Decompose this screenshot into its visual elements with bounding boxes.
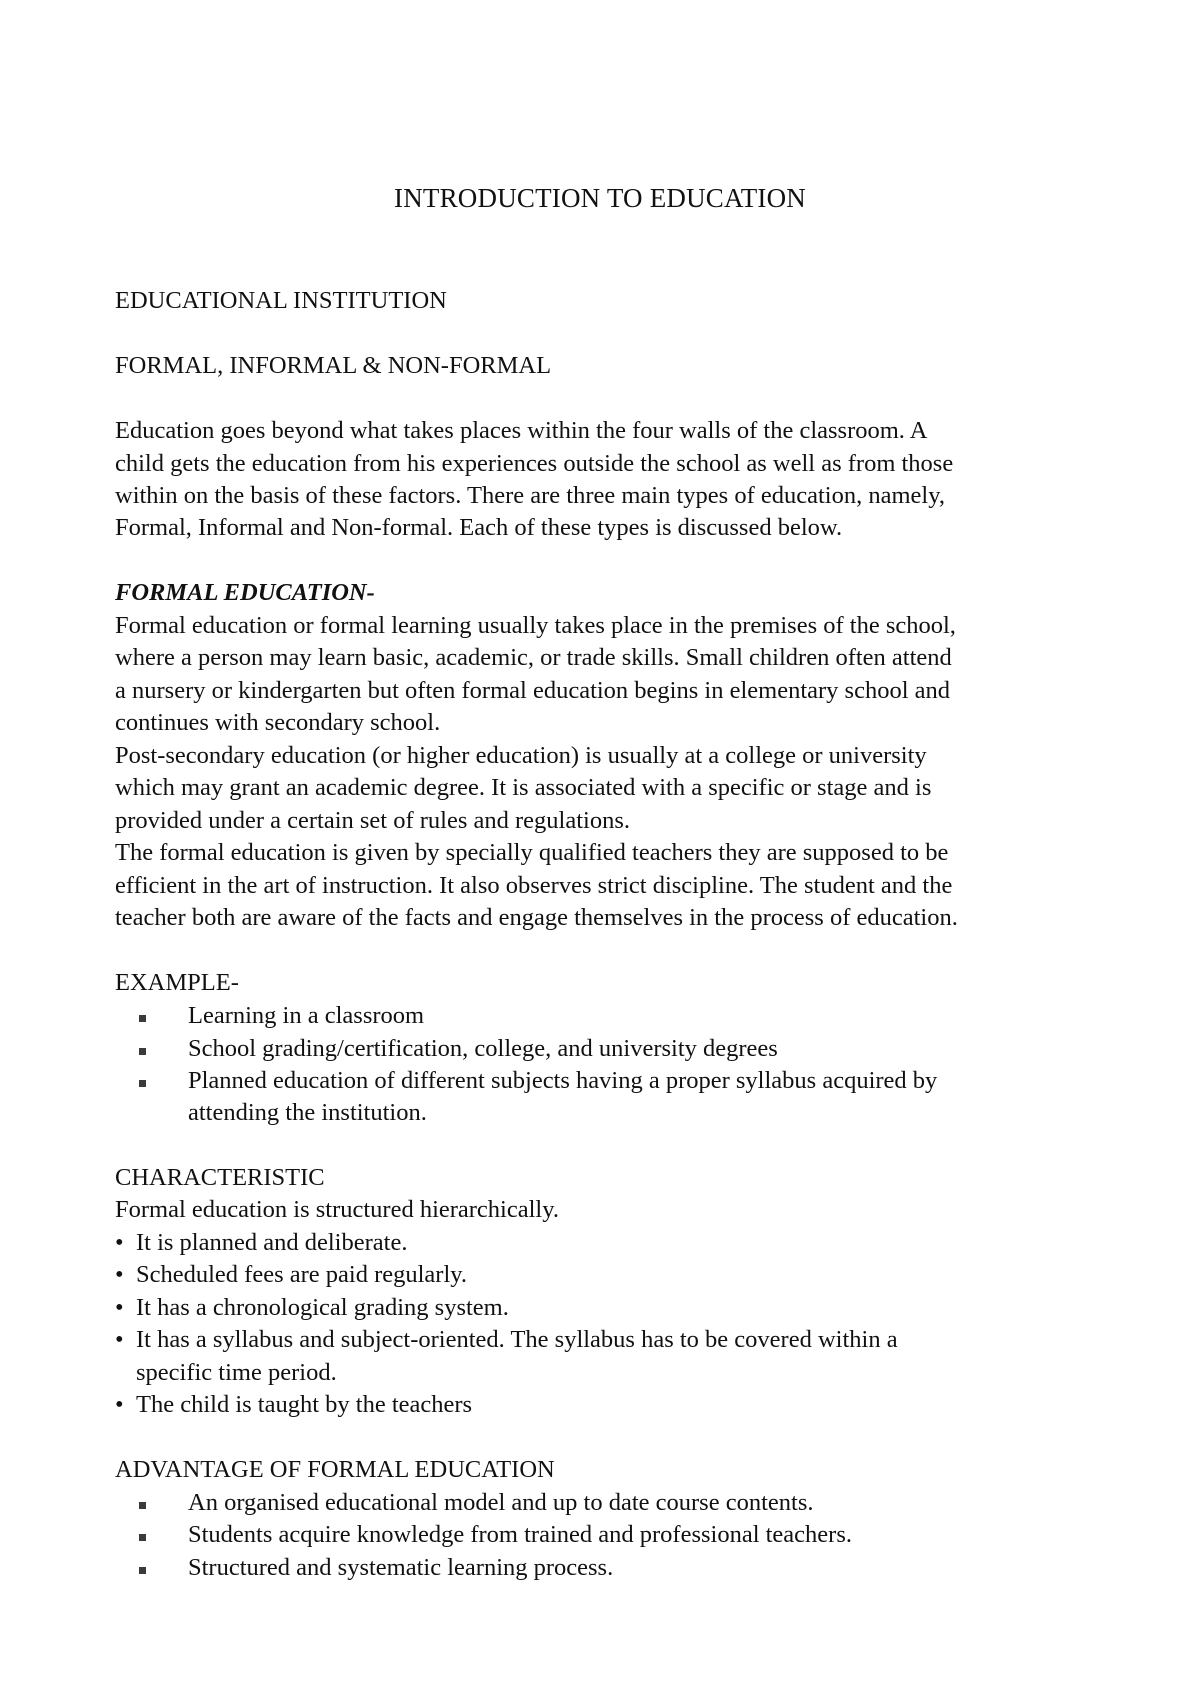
characteristic-item: It has a chronological grading system.	[136, 1294, 509, 1321]
square-bullet-icon	[139, 1080, 146, 1087]
advantage-item: Students acquire knowledge from trained and professional teachers.	[188, 1521, 853, 1548]
square-bullet-icon	[139, 1502, 146, 1509]
square-bullet-icon	[139, 1048, 146, 1055]
intro-line: Education goes beyond what takes places within the four walls of the classroom. A	[115, 417, 928, 444]
characteristic-item-continued: specific time period.	[136, 1359, 337, 1386]
example-item: Planned education of different subjects having a proper syllabus acquired by	[188, 1067, 938, 1094]
round-bullet-icon: •	[115, 1261, 124, 1288]
square-bullet-icon	[139, 1015, 146, 1022]
characteristic-item: It has a syllabus and subject-oriented. The syllabus has to be covered within a	[136, 1326, 898, 1353]
formal-paragraph-line: a nursery or kindergarten but often formal education begins in elementary school and	[115, 677, 950, 704]
formal-paragraph-line: where a person may learn basic, academic, or trade skills. Small children often attend	[115, 644, 952, 671]
advantage-item: Structured and systematic learning process.	[188, 1554, 614, 1581]
formal-paragraph-line: The formal education is given by specially qualified teachers they are supposed to be	[115, 839, 949, 866]
advantage-item: An organised educational model and up to date course contents.	[188, 1489, 814, 1516]
intro-line: child gets the education from his experiences outside the school as well as from those	[115, 450, 954, 477]
characteristic-intro: Formal education is structured hierarchically.	[115, 1196, 560, 1223]
formal-education-heading: FORMAL EDUCATION-	[115, 579, 375, 606]
intro-line: within on the basis of these factors. There are three main types of education, namely,	[115, 482, 945, 509]
intro-line: Formal, Informal and Non-formal. Each of these types is discussed below.	[115, 514, 843, 541]
square-bullet-icon	[139, 1567, 146, 1574]
characteristic-item: The child is taught by the teachers	[136, 1391, 473, 1418]
square-bullet-icon	[139, 1534, 146, 1541]
round-bullet-icon: •	[115, 1294, 124, 1321]
formal-paragraph-line: provided under a certain set of rules and regulations.	[115, 807, 631, 834]
round-bullet-icon: •	[115, 1326, 124, 1353]
advantage-heading: ADVANTAGE OF FORMAL EDUCATION	[115, 1456, 555, 1483]
characteristic-item: Scheduled fees are paid regularly.	[136, 1261, 468, 1288]
characteristic-heading: CHARACTERISTIC	[115, 1164, 325, 1191]
formal-paragraph-line: Formal education or formal learning usually takes place in the premises of the school,	[115, 612, 956, 639]
example-item: Learning in a classroom	[188, 1002, 425, 1029]
document-title: INTRODUCTION TO EDUCATION	[394, 183, 806, 213]
formal-paragraph-line: which may grant an academic degree. It is associated with a specific or stage and is	[115, 774, 932, 801]
formal-paragraph-line: continues with secondary school.	[115, 709, 441, 736]
formal-paragraph-line: efficient in the art of instruction. It also observes strict discipline. The student and the	[115, 872, 953, 899]
round-bullet-icon: •	[115, 1391, 124, 1418]
heading-educational-institution: EDUCATIONAL INSTITUTION	[115, 287, 447, 314]
heading-education-types: FORMAL, INFORMAL & NON-FORMAL	[115, 352, 552, 379]
formal-paragraph-line: teacher both are aware of the facts and engage themselves in the process of education.	[115, 904, 958, 931]
characteristic-item: It is planned and deliberate.	[136, 1229, 408, 1256]
example-heading: EXAMPLE-	[115, 969, 239, 996]
formal-paragraph-line: Post-secondary education (or higher education) is usually at a college or university	[115, 742, 927, 769]
round-bullet-icon: •	[115, 1229, 124, 1256]
example-item: School grading/certification, college, and university degrees	[188, 1035, 778, 1062]
example-item-continued: attending the institution.	[188, 1099, 427, 1126]
